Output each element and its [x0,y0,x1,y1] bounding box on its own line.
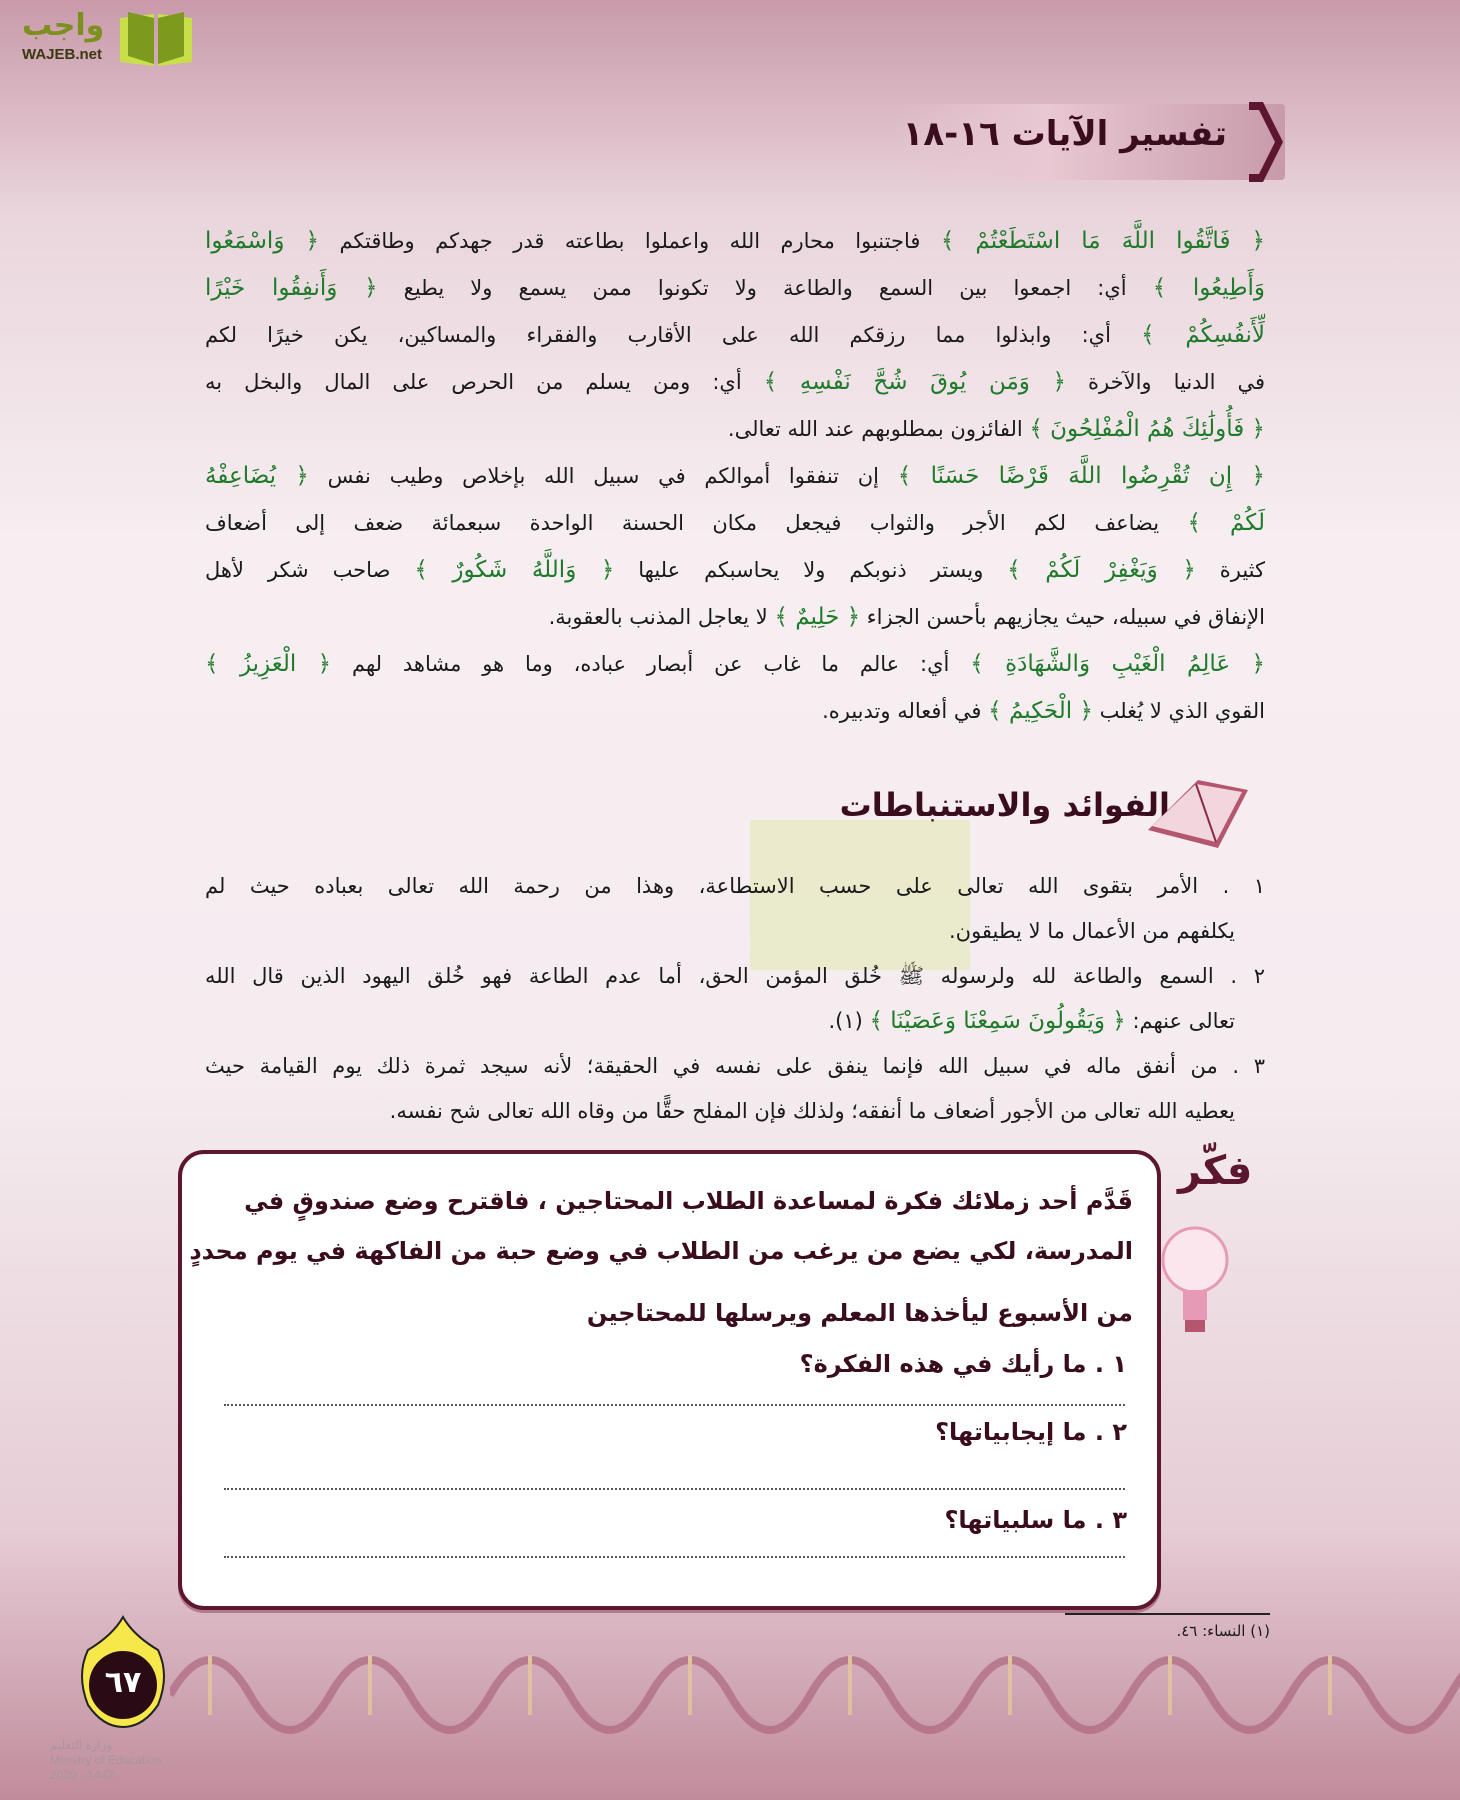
quran-verse: لِّأَنفُسِكُمْ ﴾ [1141,322,1265,348]
think-prompt-line: قَدَّم أحد زملائك فكرة لمساعدة الطلاب المحتاجين ، فاقترح وضع صندوقٍ في [244,1187,1133,1215]
think-label: فكّر [1178,1148,1253,1194]
quran-verse: ﴿ وَمَن يُوقَ شُحَّ نَفْسِهِ ﴾ [763,369,1067,395]
footnote: (١) النساء: ٤٦. [1176,1622,1270,1640]
section-title: تفسير الآيات ١٦-١٨ [902,114,1227,154]
quran-verse: ﴿ فَأُولَٰئِكَ هُمُ الْمُفْلِحُونَ ﴾ [1029,416,1265,442]
quran-verse: ﴿ وَيَغْفِرْ لَكُمْ ﴾ [1007,557,1196,583]
open-book-icon [1138,770,1250,850]
page-number: ٦٧ [104,1665,142,1700]
answer-line-1[interactable] [224,1404,1125,1406]
think-prompt [189,1176,1133,1338]
text-line [205,999,1265,1044]
page-number-badge [78,1615,168,1730]
text-segment: في أفعاله وتدبيره. [822,699,989,723]
text-line [205,688,1265,735]
text-segment: الفائزون بمطلوبهم عند الله تعالى. [727,417,1030,441]
text-segment: (١). [828,1009,870,1033]
quran-verse: ﴿ إِن تُقْرِضُوا اللَّهَ قَرْضًا حَسَنًا ﴾ [897,463,1265,489]
text-segment: في الدنيا والآخرة [1066,370,1265,394]
ministry-logo [50,1738,161,1783]
text-segment: أي: اجمعوا بين السمع والطاعة ولا تكونوا ممن يسمع ولا يطيع [377,276,1153,300]
text-segment: يعطيه الله تعالى من الأجور أضعاف ما أنفقه؛ ولذلك فإن المفلح حقًّا من وقاه الله تعالى شح نفسه. [389,1099,1235,1123]
text-segment: ٣ . من أنفق ماله في سبيل الله فإنما ينفق على نفسه في الحقيقة؛ لأنه سيجد ثمرة ذلك يوم القيامة حيث [205,1054,1265,1078]
text-line [205,954,1265,999]
text-segment: ٢ . السمع والطاعة لله ولرسوله ﷺ خُلق المؤمن الحق، أما عدم الطاعة فهو خُلق اليهود الذين قال الله [205,964,1265,988]
quran-verse: ﴿ فَاتَّقُوا اللَّهَ مَا اسْتَطَعْتُمْ ﴾ [940,228,1265,254]
think-activity-box [178,1150,1161,1610]
text-segment: فاجتنبوا محارم الله واعملوا بطاعته قدر جهدكم وطاقتكم [319,229,941,253]
benefits-heading [730,780,1250,840]
text-line [205,265,1265,312]
quran-verse: ﴿ يُضَاعِفْهُ [205,463,309,489]
question-2: ٢ . ما إيجابياتها؟ [935,1418,1127,1446]
quran-verse: لَكُمْ ﴾ [1187,510,1266,536]
text-line [205,594,1265,641]
footnote-divider [1065,1613,1270,1615]
decorative-border [170,1625,1460,1745]
text-segment: يضاعف لكم الأجر والثواب فيجعل مكان الحسنة الواحدة سبعمائة ضعف إلى أضعاف [205,511,1188,535]
think-prompt-line: من الأسبوع ليأخذها المعلم ويرسلها للمحتاجين [586,1299,1133,1327]
ministry-arabic: وزارة التعليم [50,1738,113,1752]
text-line [205,359,1265,406]
text-segment: ويستر ذنوبكم ولا يحاسبكم عليها [614,558,1008,582]
text-line [205,864,1265,909]
question-3: ٣ . ما سلبياتها؟ [944,1506,1127,1534]
text-segment: أي: عالم ما غاب عن أبصار عباده، وما هو مشاهد لهم [331,652,971,676]
lightbulb-icon [1155,1215,1235,1355]
logo-arabic: واجب [22,8,105,43]
text-line [205,641,1265,688]
tafsir-text [205,218,1265,735]
quran-verse: ﴿ حَلِيمٌ ﴾ [774,604,861,630]
quran-verse: ﴿ الْعَزِيزُ ﴾ [205,651,332,677]
text-line [205,500,1265,547]
quran-verse: ﴿ الْحَكِيمُ ﴾ [988,698,1093,724]
benefits-list [205,864,1265,1134]
text-segment: يكلفهم من الأعمال ما لا يطيقون. [948,919,1235,943]
text-segment: كثيرة [1195,558,1266,582]
text-segment: صاحب شكر لأهل [205,558,415,582]
question-1: ١ . ما رأيك في هذه الفكرة؟ [799,1350,1127,1378]
quran-verse: ﴿ وَيَقُولُونَ سَمِعْنَا وَعَصَيْنَا ﴾ [869,1008,1126,1034]
quran-verse: ﴿ وَأَنفِقُوا خَيْرًا [205,275,378,301]
quran-verse: ﴿ وَاللَّهُ شَكُورٌ ﴾ [414,557,615,583]
section-title-banner [890,104,1285,180]
text-line [205,1044,1265,1089]
text-segment: إن تنفقوا أموالكم في سبيل الله بإخلاص وطيب نفس [308,464,898,488]
think-prompt-line: المدرسة، لكي يضع من يرغب من الطلاب في وضع حبة من الفاكهة في يوم محددٍ [189,1237,1133,1265]
text-segment: الإنفاق في سبيله، حيث يجازيهم بأحسن الجزاء [860,605,1265,629]
text-segment: القوي الذي لا يُغلب [1092,699,1265,723]
wajeb-logo[interactable] [10,6,190,68]
text-segment: لا يعاجل المذنب بالعقوبة. [548,605,775,629]
quran-verse: ﴿ عَالِمُ الْغَيْبِ وَالشَّهَادَةِ ﴾ [970,651,1265,677]
book-icon [118,10,194,68]
text-line [205,547,1265,594]
text-line [205,312,1265,359]
logo-latin: WAJEB.net [22,46,103,63]
text-line [205,218,1265,265]
ministry-year: 2020 - 1442 [50,1768,115,1782]
text-segment: أي: ومن يسلم من الحرص على المال والبخل به [205,370,764,394]
banner-bracket-icon [1245,100,1285,184]
text-line [205,406,1265,453]
benefits-title: الفوائد والاستنباطات [839,786,1170,824]
answer-line-3[interactable] [224,1556,1125,1558]
ministry-english: Ministry of Education [50,1753,162,1767]
answer-line-2[interactable] [224,1488,1125,1490]
text-line [205,453,1265,500]
text-segment: تعالى عنهم: [1125,1009,1235,1033]
text-segment: أي: وابذلوا مما رزقكم الله على الأقارب والفقراء والمساكين، يكن خيرًا لكم [205,323,1142,347]
text-line [205,1089,1265,1134]
text-line [205,909,1265,954]
quran-verse: وَأَطِيعُوا ﴾ [1152,275,1265,301]
text-segment: ١ . الأمر بتقوى الله تعالى على حسب الاستطاعة، وهذا من رحمة الله تعالى بعباده حيث لم [205,874,1265,898]
quran-verse: ﴿ وَاسْمَعُوا [205,228,319,254]
